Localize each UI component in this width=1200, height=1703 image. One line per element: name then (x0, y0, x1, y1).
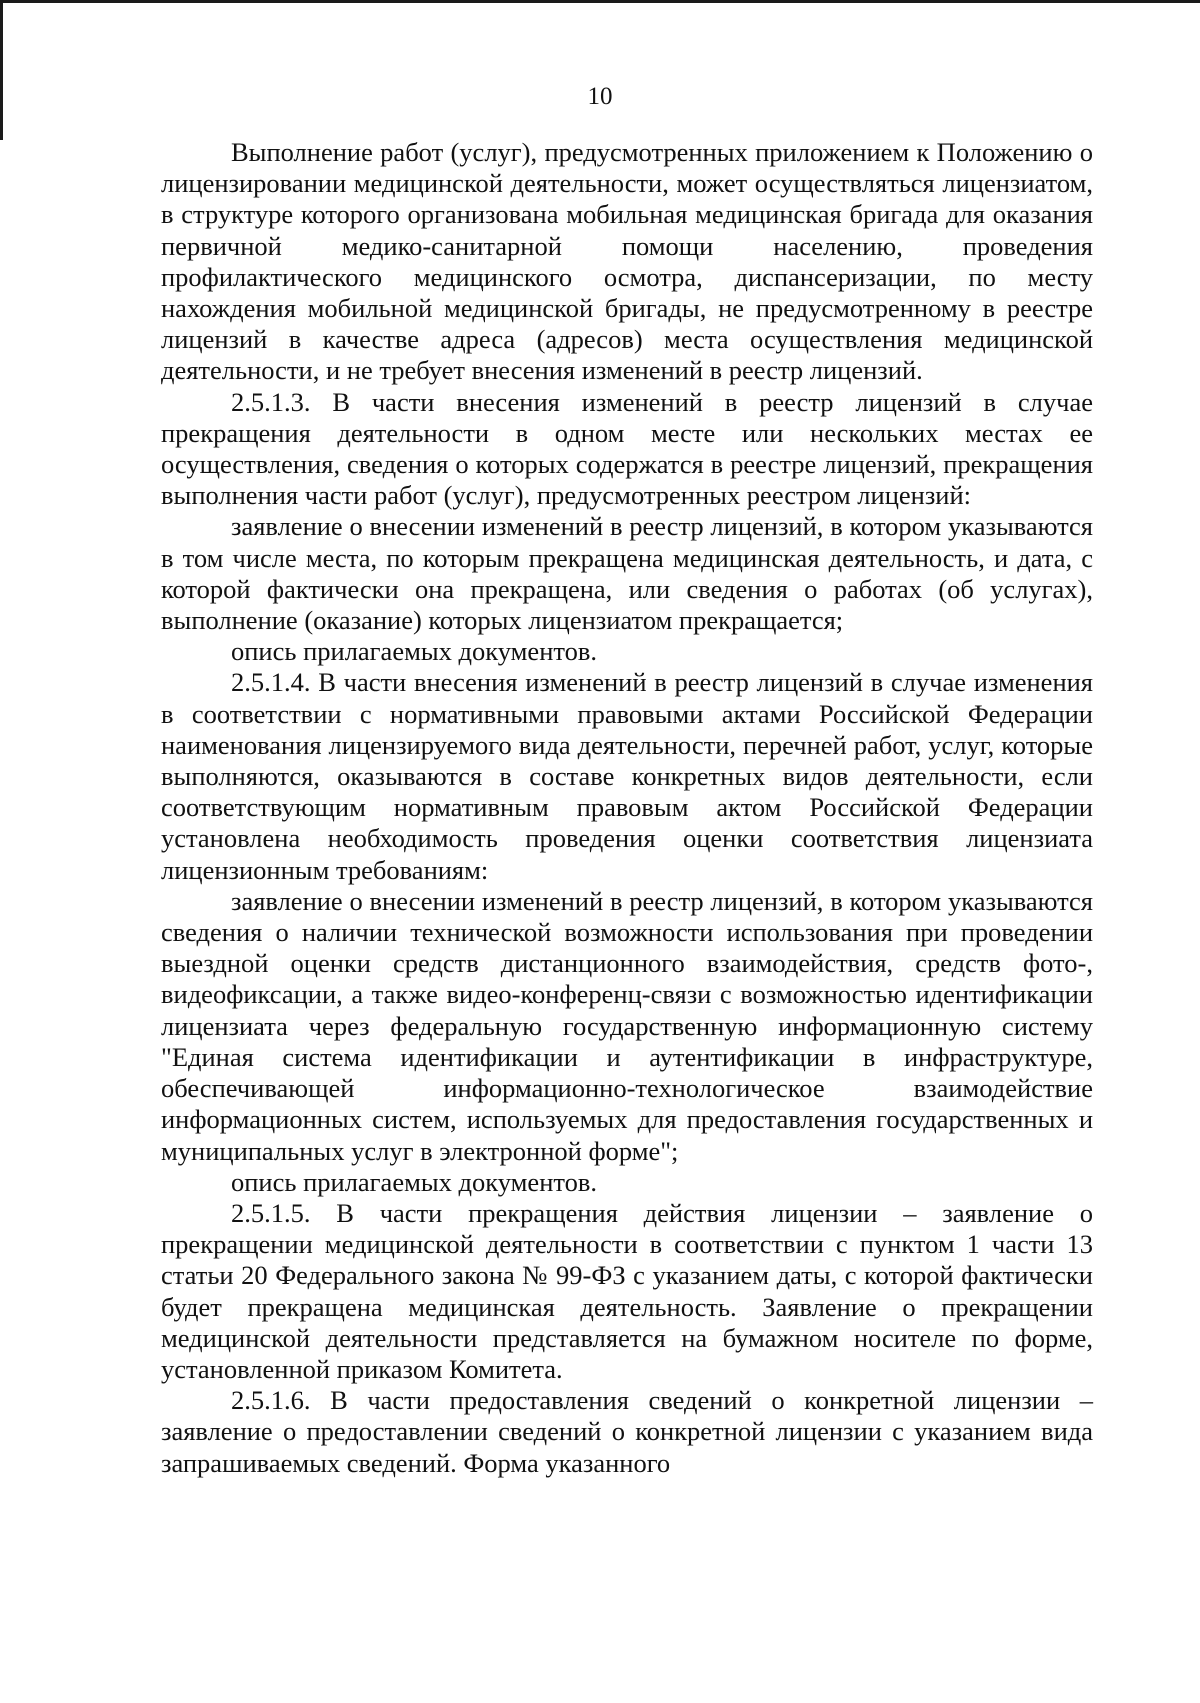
paragraph-application-remote-assessment: заявление о внесении изменений в реестр лицензий, в котором указываются сведения о наличии технической возможности использования при проведении выездной оценки средств дистанционного взаимодействия, средств фото-, видеофиксации, а также видео-конференц-связи с возможностью идентификации лицензиата через федеральную государственную информационную систему "Единая система идентификации и аутентификации в инфраструктуре, обеспечивающей информационно-технологическое взаимодействие информационных систем, используемых для предоставления государственных и муниципальных услуг в электронной форме"; (161, 885, 1093, 1166)
paragraph-document-inventory-1: опись прилагаемых документов. (231, 636, 597, 667)
paragraph-2-5-1-4: 2.5.1.4. В части внесения изменений в реестр лицензий в случае изменения в соответствии с нормативными правовыми актами Российской Федерации наименования лицензируемого вида деятельности, перечней работ, услуг, которые выполняются, оказываются в составе конкретных видов деятельности, если соответствующим нормативным правовым актом Российской Федерации установлена необходимость проведения оценки соответствия лицензиата лицензионным требованиям: (161, 667, 1093, 885)
paragraph-application-termination-places: заявление о внесении изменений в реестр лицензий, в котором указываются в том числе места, по которым прекращена медицинская деятельность, и дата, с которой фактически она прекращена, или сведения о работах (об услугах), выполнение (оказание) которых лицензиатом прекращается; (161, 511, 1093, 636)
document-body (161, 137, 1093, 1479)
scan-edge-left (0, 0, 3, 140)
paragraph-2-5-1-6: 2.5.1.6. В части предоставления сведений о конкретной лицензии – заявление о предоставлении сведений о конкретной лицензии с указанием вида запрашиваемых сведений. Форма указанного (161, 1385, 1093, 1478)
paragraph-2-5-1-5: 2.5.1.5. В части прекращения действия лицензии – заявление о прекращении медицинской деятельности в соответствии с пунктом 1 части 13 статьи 20 Федерального закона № 99-ФЗ с указанием даты, с которой фактически будет прекращена медицинская деятельность. Заявление о прекращении медицинской деятельности представляется на бумажном носителе по форме, установленной приказом Комитета. (161, 1197, 1093, 1384)
paragraph-2-5-1-3: 2.5.1.3. В части внесения изменений в реестр лицензий в случае прекращения деятельности в одном месте или нескольких местах ее осуществления, сведения о которых содержатся в реестре лицензий, прекращения выполнения части работ (услуг), предусмотренных реестром лицензий: (161, 386, 1093, 511)
scan-edge-top (0, 0, 1200, 3)
paragraph-document-inventory-2: опись прилагаемых документов. (231, 1166, 597, 1197)
paragraph-mobile-brigade: Выполнение работ (услуг), предусмотренных приложением к Положению о лицензировании медицинской деятельности, может осуществляться лицензиатом, в структуре которого организована мобильная медицинская бригада для оказания первичной медико-санитарной помощи населению, проведения профилактического медицинского осмотра, диспансеризации, по месту нахождения мобильной медицинской бригады, не предусмотренному в реестре лицензий в качестве адреса (адресов) места осуществления медицинской деятельности, и не требует внесения изменений в реестр лицензий. (161, 137, 1093, 386)
page-number: 10 (587, 83, 613, 110)
